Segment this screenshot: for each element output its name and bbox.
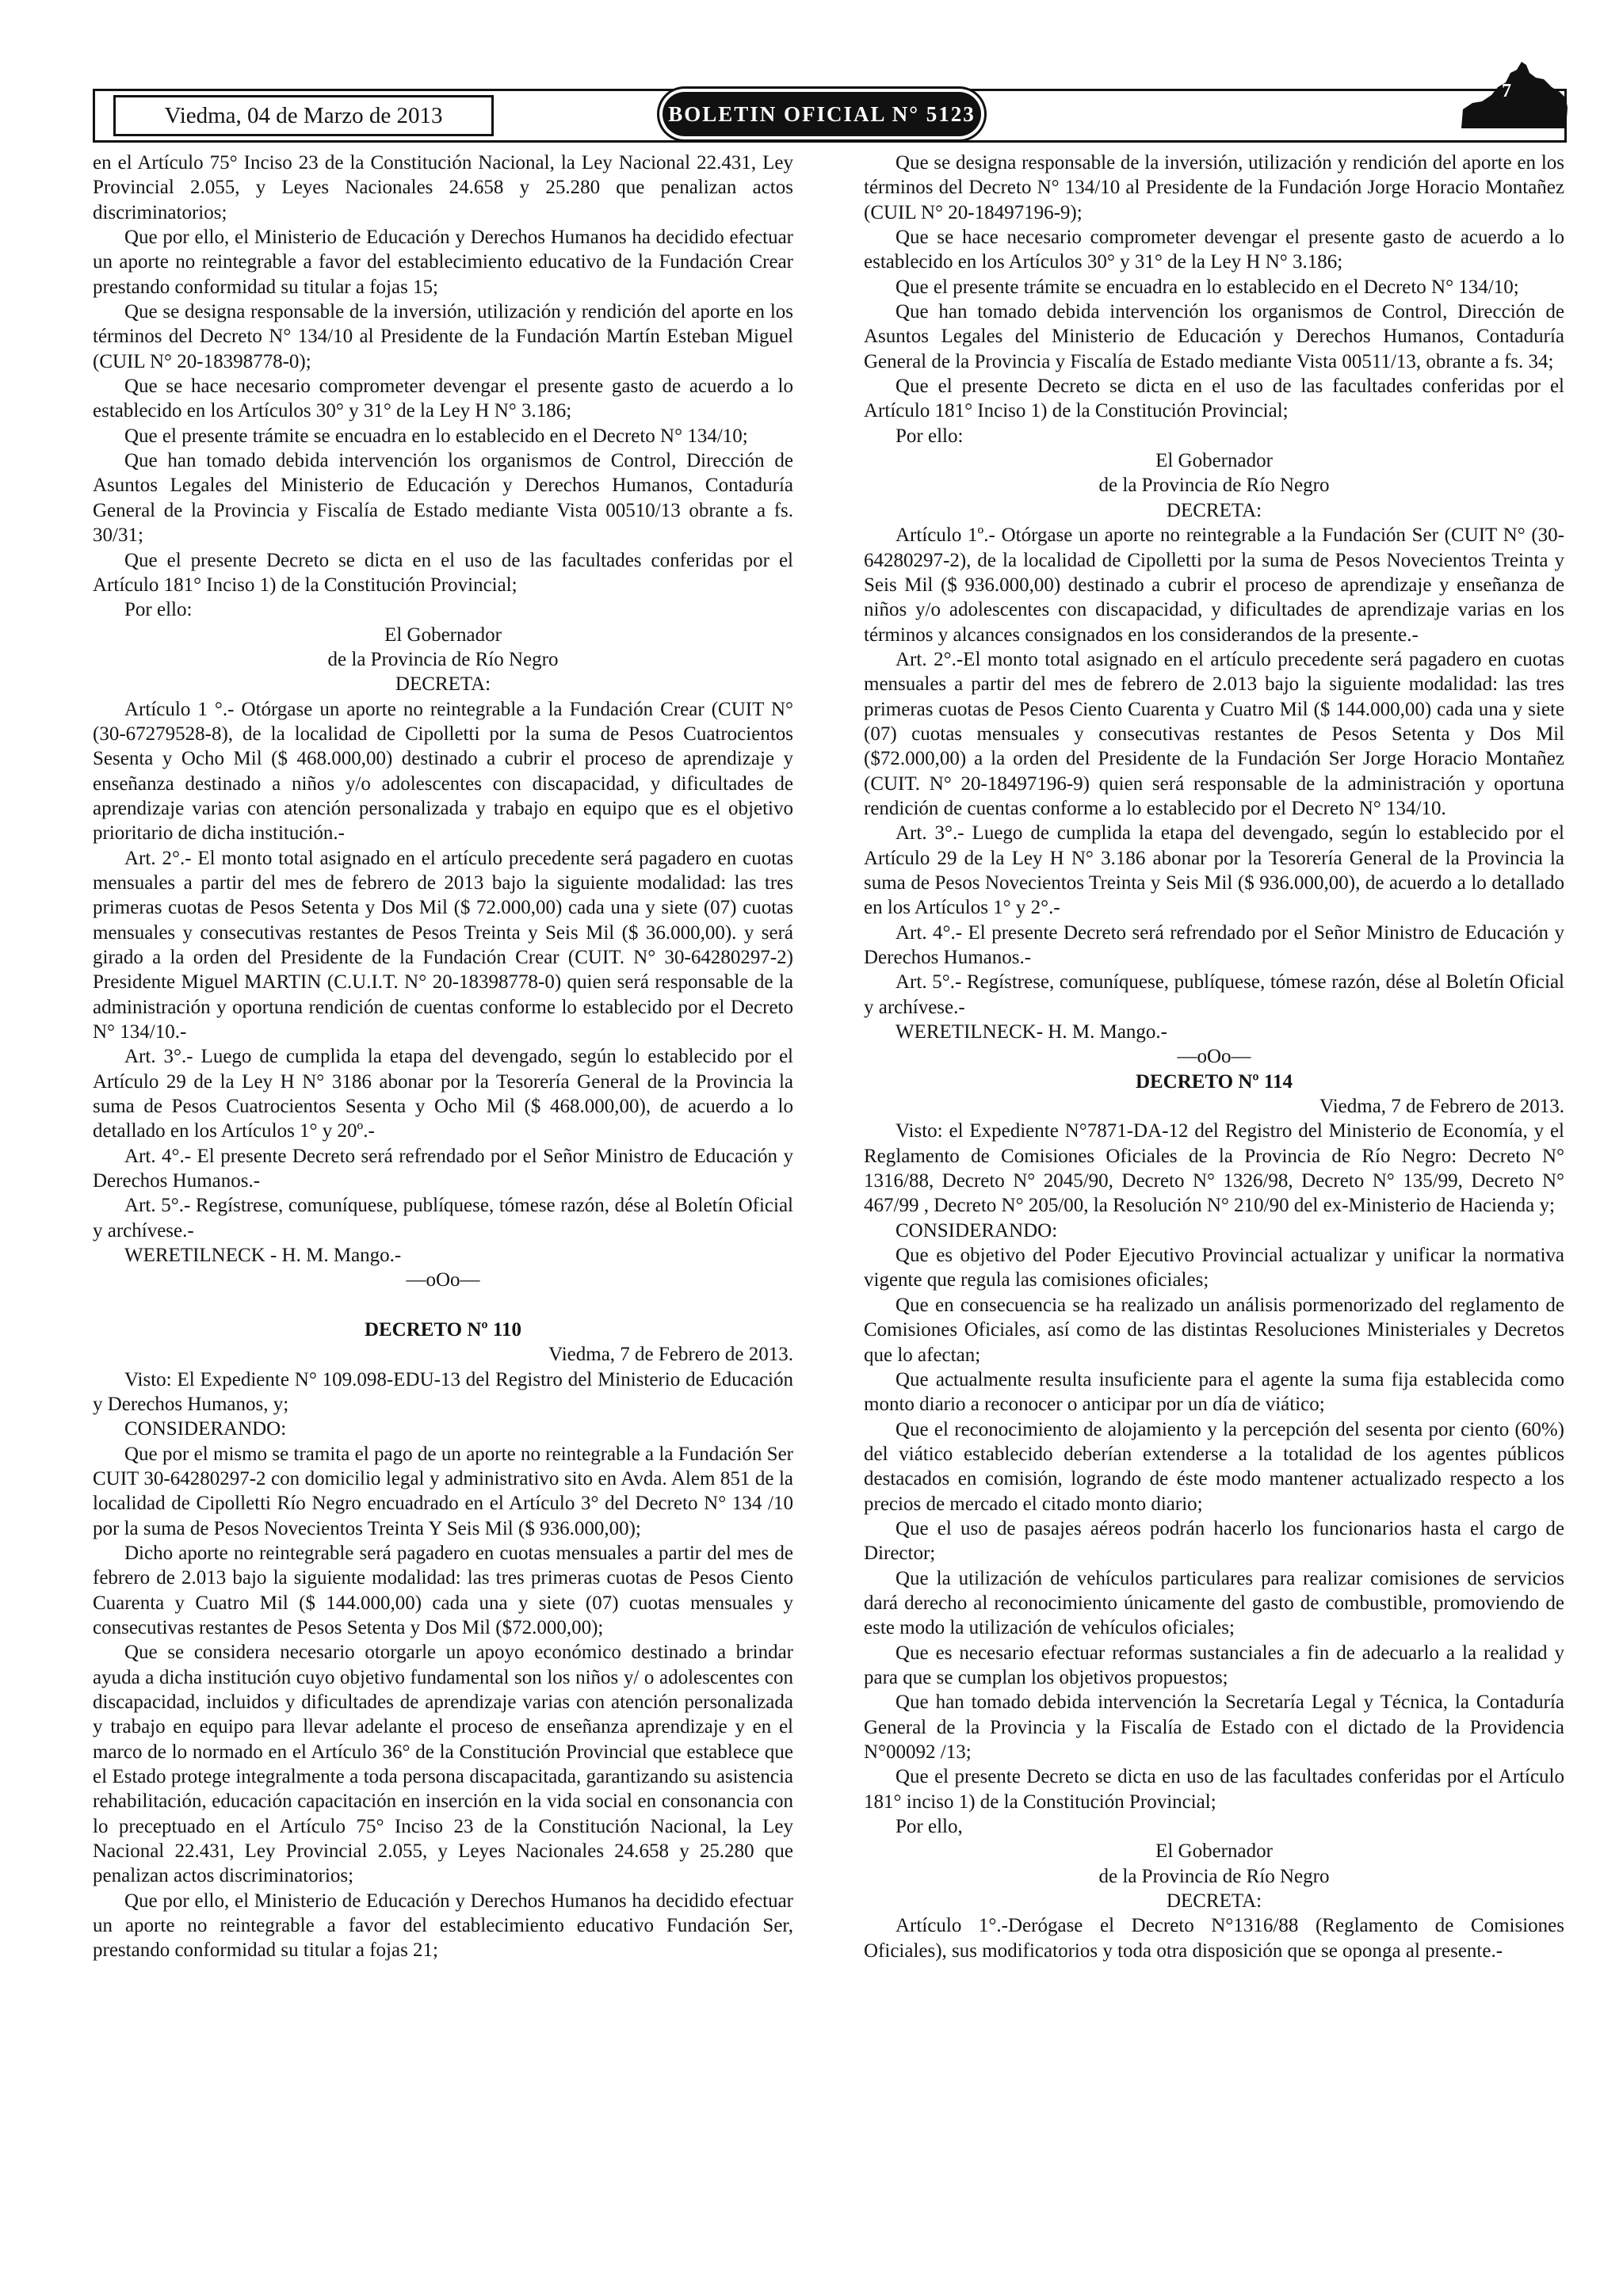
right-paragraph: El Gobernador (1155, 450, 1273, 472)
right-paragraph: Que se hace necesario comprometer devengar el presente gasto de acuerdo a lo establecido en los Artículos 30° y 31° de la Ley H N° 3.186; (864, 227, 1564, 273)
right-paragraph: Que es necesario efectuar reformas sustanciales a fin de adecuarlo a la realidad y para que se cumplan los objetivos propuestos; (864, 1642, 1564, 1688)
left-paragraph: de la Provincia de Río Negro (327, 648, 559, 670)
left-paragraph: El Gobernador (384, 624, 502, 646)
left-paragraph: Por ello: (124, 599, 193, 621)
issue-date: Viedma, 04 de Marzo de 2013 (113, 95, 494, 136)
left-paragraph: Dicho aporte no reintegrable será pagadero en cuotas mensuales a partir del mes de febrero de 2.013 bajo la siguiente modalidad: las tres primeras cuotas de Pesos Ciento Cuarenta y Cuatro Mil ($ 144.000,00) cada una y siete (07) cuotas mensuales y consecutivas restantes de Pesos Setenta y Dos Mil ($72.000,00); (93, 1542, 793, 1638)
left-paragraph: —oOo— (406, 1269, 480, 1291)
left-paragraph: Que el presente trámite se encuadra en lo establecido en el Decreto N° 134/10; (124, 425, 748, 447)
right-paragraph: Que es objetivo del Poder Ejecutivo Provincial actualizar y unificar la normativa vigente que regula las comisiones oficiales; (864, 1245, 1564, 1291)
left-paragraph: Que han tomado debida intervención los organismos de Control, Dirección de Asuntos Legales del Ministerio de Educación y Derechos Humanos, Contaduría General de la Provincia y Fiscalía de Estado mediante Vista 00510/13 obrante a fs. 30/31; (93, 450, 793, 547)
right-paragraph: Que el reconocimiento de alojamiento y la percepción del sesenta por ciento (60%) del viático establecido deberían extenderse a la totalidad de los agentes públicos destacados en comisión, logrando de éste modo mantener actualizado respecto a los precios de mercado el citado monto diario; (864, 1418, 1564, 1515)
right-paragraph: Art. 2°.-El monto total asignado en el artículo precedente será pagadero en cuotas mensuales a partir del mes de febrero de 2.013 bajo la siguiente modalidad: las tres primeras cuotas de Pesos Ciento Cuarenta y Cuatro Mil ($ 144.000,00) cada una y siete (07) cuotas mensuales y consecutivas restantes de Pesos Setenta y Dos Mil ($72.000,00) a la orden del Presidente de la Fundación Ser Jorge Horacio Montañez (CUIT. N° 20-18497196-9) quien será responsable de la administración y oportuna rendición de cuentas conforme a lo establecido por el Decreto N° 134/10. (864, 648, 1564, 819)
right-paragraph: de la Provincia de Río Negro (1098, 475, 1330, 497)
spacer (93, 1293, 793, 1318)
right-paragraph: Que el presente Decreto se dicta en el uso de las facultades conferidas por el Artículo 181° Inciso 1) de la Constitución Provincial; (864, 376, 1564, 422)
decree-date: Viedma, 7 de Febrero de 2013. (548, 1344, 793, 1366)
decree-date: Viedma, 7 de Febrero de 2013. (1319, 1096, 1564, 1118)
left-paragraph: Art. 5°.- Regístrese, comuníquese, publíquese, tómese razón, dése al Boletín Oficial y archívese.- (93, 1195, 793, 1241)
left-paragraph: WERETILNECK - H. M. Mango.- (124, 1245, 402, 1267)
right-paragraph: Que el presente trámite se encuadra en lo establecido en el Decreto N° 134/10; (896, 276, 1519, 298)
right-paragraph: Que actualmente resulta insuficiente para el agente la suma fija establecida como monto diario a reconocer o anticipar por un día de viático; (864, 1368, 1564, 1416)
right-paragraph: El Gobernador (1155, 1840, 1273, 1863)
right-paragraph: Que el uso de pasajes aéreos podrán hacerlo los funcionarios hasta el cargo de Director; (864, 1517, 1564, 1565)
decree-heading: DECRETO Nº 110 (364, 1318, 522, 1341)
left-paragraph: Que el presente Decreto se dicta en el uso de las facultades conferidas por el Artículo 181° Inciso 1) de la Constitución Provincial; (93, 549, 793, 596)
right-paragraph: WERETILNECK- H. M. Mango.- (896, 1021, 1167, 1043)
left-paragraph: Que se hace necesario comprometer devengar el presente gasto de acuerdo a lo establecido en los Artículos 30° y 31° de la Ley H N° 3.186; (93, 376, 793, 422)
right-paragraph: DECRETA: (1166, 1890, 1262, 1913)
left-paragraph: Que por el mismo se tramita el pago de un aporte no reintegrable a la Fundación Ser CUIT 30-64280297-2 con domicilio legal y administrativo sito en Avda. Alem 851 de la localidad de Cipolletti Río Negro encuadrado en el Artículo 3° del Decreto N° 134 /10 por la suma de Pesos Novecientos Treinta Y Seis Mil ($ 936.000,00); (93, 1443, 793, 1539)
right-paragraph: Que han tomado debida intervención los organismos de Control, Dirección de Asuntos Legales del Ministerio de Educación y Derechos Humanos, Contaduría General de la Provincia y Fiscalía de Estado mediante Vista 00511/13, obrante a fs. 34; (864, 301, 1564, 372)
right-paragraph: Artículo 1º.- Otórgase un aporte no reintegrable a la Fundación Ser (CUIT N° (30-64280297-2), de la localidad de Cipolletti por la suma de Pesos Novecientos Treinta y Seis Mil ($ 936.000,00) destinado a cubrir el proceso de aprendizaje y enseñanza de niños y/o adolescentes con discapacidad, y dificultades de aprendizaje varias en los términos y alcances consignados en los considerandos de la presente.- (864, 524, 1564, 646)
right-paragraph: Que han tomado debida intervención la Secretaría Legal y Técnica, la Contaduría General de la Provincia y la Fiscalía de Estado con el dictado de la Providencia N°00092 /13; (864, 1691, 1564, 1763)
left-paragraph: Art. 2°.- El monto total asignado en el artículo precedente será pagadero en cuotas mensuales a partir del mes de febrero de 2013 bajo la siguiente modalidad: las tres primeras cuotas de Pesos Setenta y Dos Mil ($ 72.000,00) cada una y siete (07) cuotas mensuales y consecutivas restantes de Pesos Treinta y Seis Mil ($ 36.000,00). y será girado a la orden del Presidente de la Fundación Crear (CUIT. N° 30-64280297-2) Presidente Miguel MARTIN (C.U.I.T. N° 20-18398778-0) quien será responsable de la administración y oportuna rendición de cuentas conforme lo establecido por el Decreto N° 134/10.- (93, 847, 793, 1043)
left-paragraph: Que por ello, el Ministerio de Educación y Derechos Humanos ha decidido efectuar un aporte no reintegrable a favor del establecimiento educativo de la Fundación Crear prestando conformidad su titular a fojas 15; (93, 227, 793, 298)
bulletin-title: BOLETIN OFICIAL N° 5123 (663, 92, 981, 136)
right-paragraph: Visto: el Expediente N°7871-DA-12 del Registro del Ministerio de Economía, y el Reglamento de Comisiones Oficiales de la Provincia de Río Negro: Decreto N° 1316/88, Decreto N° 2045/90, Decreto N° 1326/98, Decreto N° 135/99, Decreto N° 467/99 , Decreto N° 205/00, la Resolución N° 210/90 del ex-Ministerio de Hacienda y; (864, 1120, 1564, 1217)
right-paragraph: Que en consecuencia se ha realizado un análisis pormenorizado del reglamento de Comisiones Oficiales, así como de las distintas Resoluciones Ministeriales y Decretos que lo afectan; (864, 1294, 1564, 1366)
right-paragraph: Que la utilización de vehículos particulares para realizar comisiones de servicios dará derecho al reconocimiento únicamente del gasto de combustible, promoviendo de este modo la utilización de vehículos oficiales; (864, 1567, 1564, 1639)
left-paragraph: Artículo 1 °.- Otórgase un aporte no reintegrable a la Fundación Crear (CUIT N° (30-67279528-8), de la localidad de Cipolletti por la suma de Pesos Cuatrocientos Sesenta y Ocho Mil ($ 468.000,00) destinado a cubrir el proceso de aprendizaje y enseñanza destinado a niños y/o adolescentes con discapacidad, y dificultades de aprendizaje varias con atención personalizada y trabajo en equipo que es el objetivo prioritario de dicha institución.- (93, 698, 793, 845)
right-paragraph: Que el presente Decreto se dicta en uso de las facultades conferidas por el Artículo 181° inciso 1) de la Constitución Provincial; (864, 1766, 1564, 1813)
left-paragraph: Art. 4°.- El presente Decreto será refrendado por el Señor Ministro de Educación y Derechos Humanos.- (93, 1145, 793, 1192)
left-paragraph: DECRETA: (395, 673, 491, 696)
right-paragraph: Art. 3°.- Luego de cumplida la etapa del devengado, según lo establecido por el Artículo 29 de la Ley H N° 3.186 abonar por la Tesorería General de la Provincia la suma de Pesos Novecientos Treinta y Seis Mil ($ 936.000,00), de acuerdo a lo detallado en los Artículos 1° y 2°.- (864, 822, 1564, 919)
left-paragraph: Que se considera necesario otorgarle un apoyo económico destinado a brindar ayuda a dicha institución cuyo objetivo fundamental son los niños y/ o adolescentes con discapacidad, incluidos y dificultades de aprendizaje varias con atención personalizada y trabajo en equipo para llevar adelante el proceso de enseñanza aprendizaje y en el marco de lo normado en el Artículo 36° de la Constitución Provincial que establece que el Estado protege integralmente a toda persona discapacitada, garantizando su asistencia rehabilitación, educación capacitación en inserción en la vida social en consonancia con lo preceptuado en el Artículo 75° Inciso 23 de la Constitución Nacional, la Ley Nacional 22.431, Ley Provincial 2.055, y Leyes Nacionales 24.658 y 25.280 que penalizan actos discriminatorios; (93, 1642, 793, 1887)
right-paragraph: Por ello: (896, 425, 964, 447)
left-paragraph: Art. 3°.- Luego de cumplida la etapa del devengado, según lo establecido por el Artículo 29 de la Ley H N° 3186 abonar por la Tesorería General de la Provincia la suma de Pesos Cuatrocientos Sesenta y Ocho Mil ($ 468.000,00), de acuerdo a lo detallado en los Artículos 1° y 20º.- (93, 1046, 793, 1142)
left-paragraph: Que se designa responsable de la inversión, utilización y rendición del aporte en los términos del Decreto N° 134/10 al Presidente de la Fundación Martín Esteban Miguel (CUIL N° 20-18398778-0); (93, 301, 793, 372)
page-number: 7 (1502, 81, 1511, 101)
right-paragraph: de la Provincia de Río Negro (1098, 1865, 1330, 1887)
left-paragraph: en el Artículo 75° Inciso 23 de la Constitución Nacional, la Ley Nacional 22.431, Ley Provincial 2.055, y Leyes Nacionales 24.658 y 25.280 que penalizan actos discriminatorios; (93, 152, 793, 223)
right-paragraph: DECRETA: (1166, 499, 1262, 521)
right-paragraph: CONSIDERANDO: (896, 1219, 1058, 1241)
right-paragraph: —oOo— (1177, 1046, 1251, 1068)
right-paragraph: Por ello, (896, 1816, 963, 1838)
right-paragraph: Art. 4°.- El presente Decreto será refrendado por el Señor Ministro de Educación y Derechos Humanos.- (864, 921, 1564, 968)
left-paragraph: Que por ello, el Ministerio de Educación y Derechos Humanos ha decidido efectuar un aporte no reintegrable a favor del establecimiento educativo Fundación Ser, prestando conformidad su titular a fojas 21; (93, 1890, 793, 1962)
left-column (93, 151, 793, 1963)
right-paragraph: Art. 5°.- Regístrese, comuníquese, publíquese, tómese razón, dése al Boletín Oficial y archívese.- (864, 971, 1564, 1018)
left-paragraph: CONSIDERANDO: (124, 1418, 287, 1440)
right-paragraph: Que se designa responsable de la inversión, utilización y rendición del aporte en los términos del Decreto N° 134/10 al Presidente de la Fundación Jorge Horacio Montañez (CUIL N° 20-18497196-9); (864, 152, 1564, 223)
left-paragraph: Visto: El Expediente N° 109.098-EDU-13 del Registro del Ministerio de Educación y Derechos Humanos, y; (93, 1368, 793, 1415)
right-paragraph: Artículo 1°.-Derógase el Decreto N°1316/88 (Reglamento de Comisiones Oficiales), sus modificatorios y toda otra disposición que se oponga al presente.- (864, 1915, 1564, 1962)
decree-heading: DECRETO Nº 114 (1135, 1070, 1293, 1093)
right-column (864, 151, 1564, 1963)
